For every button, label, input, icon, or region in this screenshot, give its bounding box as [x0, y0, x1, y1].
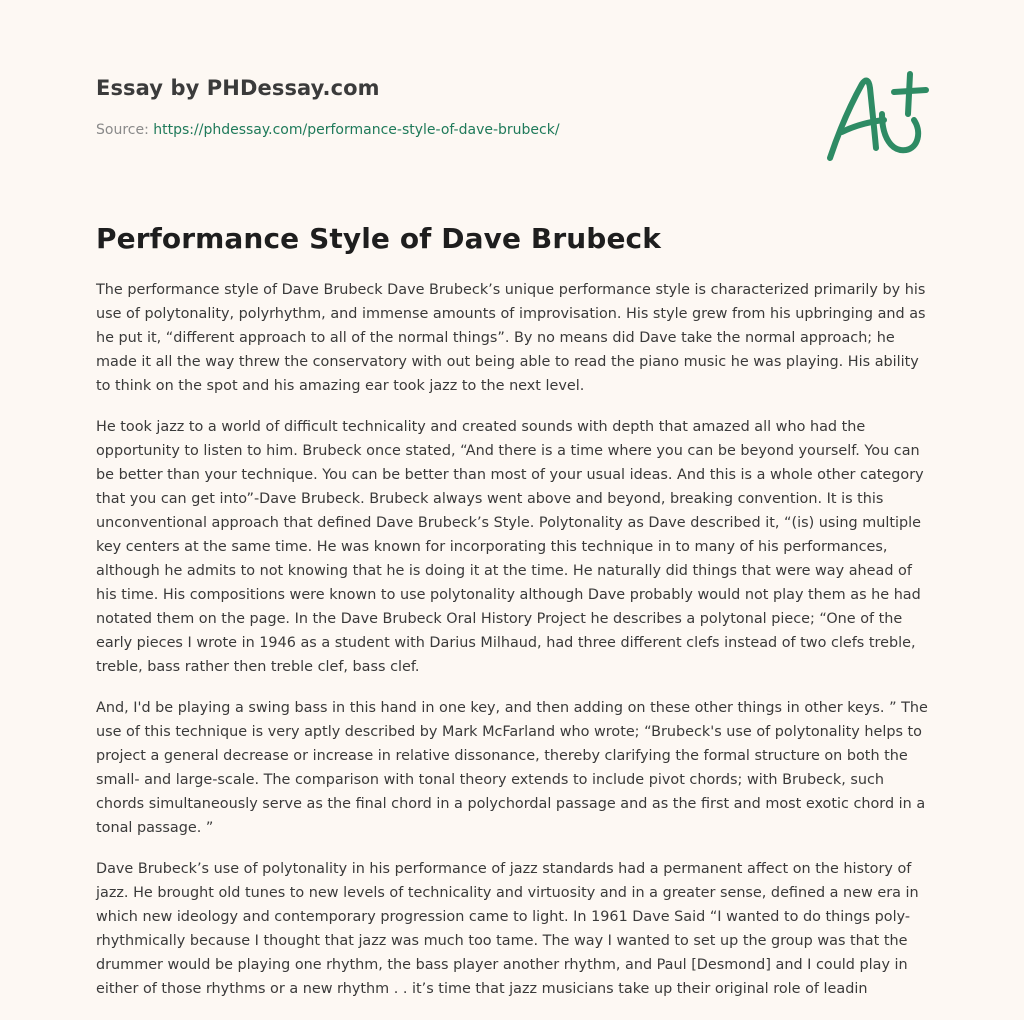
source-label: Source:	[96, 122, 154, 138]
essay-paragraph: And, I'd be playing a swing bass in this hand in one key, and then adding on these other things in other keys. ” The use of this technique is very aptly described by Mark McFarland who wrote; “Brubeck's use of polytonality helps to project a general decrease or increase in relative dissonance, thereby clarifying the formal structure on both the small- and large-scale. The comparison with tonal theory extends to include pivot chords; with Brubeck, such chords simultaneously serve as the final chord in a polychordal passage and as the first and most exotic chord in a tonal passage. ”	[96, 700, 928, 836]
page-header	[96, 76, 856, 138]
essay-paragraph: Dave Brubeck’s use of polytonality in his performance of jazz standards had a permanent affect on the history of jazz. He brought old tunes to new levels of technicality and virtuosity and in a greater sense, defined a new era in which new ideology and contemporary progression came to light. In 1961 Dave Said “I wanted to do things poly-rhythmically because I thought that jazz was much too tame. The way I wanted to set up the group was that the drummer would be playing one rhythm, the bass player another rhythm, and Paul [Desmond] and I could play in either of those rhythms or a new rhythm . . it’s time that jazz musicians take up their original role of leadin	[96, 861, 919, 997]
essay-paragraph: The performance style of Dave Brubeck Dave Brubeck’s unique performance style is characterized primarily by his use of polytonality, polyrhythm, and immense amounts of improvisation. His style grew from his upbringing and as he put it, “different approach to all of the normal things”. By no means did Dave take the normal approach; he made it all the way threw the conservatory with out being able to read the piano music he was playing. His ability to think on the spot and his amazing ear took jazz to the next level.	[96, 282, 926, 394]
essay-title: Performance Style of Dave Brubeck	[96, 222, 661, 255]
site-title: Essay by PHDessay.com	[96, 76, 380, 100]
essay-article	[96, 222, 934, 1018]
a-plus-logo-icon	[822, 66, 932, 166]
source-link[interactable]: https://phdessay.com/performance-style-of-dave-brubeck/	[153, 122, 560, 138]
source-line	[96, 122, 856, 138]
essay-paragraph: He took jazz to a world of difficult technicality and created sounds with depth that amazed all who had the opportunity to listen to him. Brubeck once stated, “And there is a time where you can be beyond yourself. You can be better than your technique. You can be better than most of your usual ideas. And this is a whole other category that you can get into”-Dave Brubeck. Brubeck always went above and beyond, breaking convention. It is this unconventional approach that defined Dave Brubeck’s Style. Polytonality as Dave described it, “(is) using multiple key centers at the same time. He was known for incorporating this technique in to many of his performances, although he admits to not knowing that he is doing it at the time. He naturally did things that were way ahead of his time. His compositions were known to use polytonality although Dave probably would not play them as he had notated them on the page. In the Dave Brubeck Oral History Project he describes a polytonal piece; “One of the early pieces I wrote in 1946 as a student with Darius Milhaud, had three different clefs instead of two clefs treble, treble, bass rather then treble clef, bass clef.	[96, 419, 924, 675]
